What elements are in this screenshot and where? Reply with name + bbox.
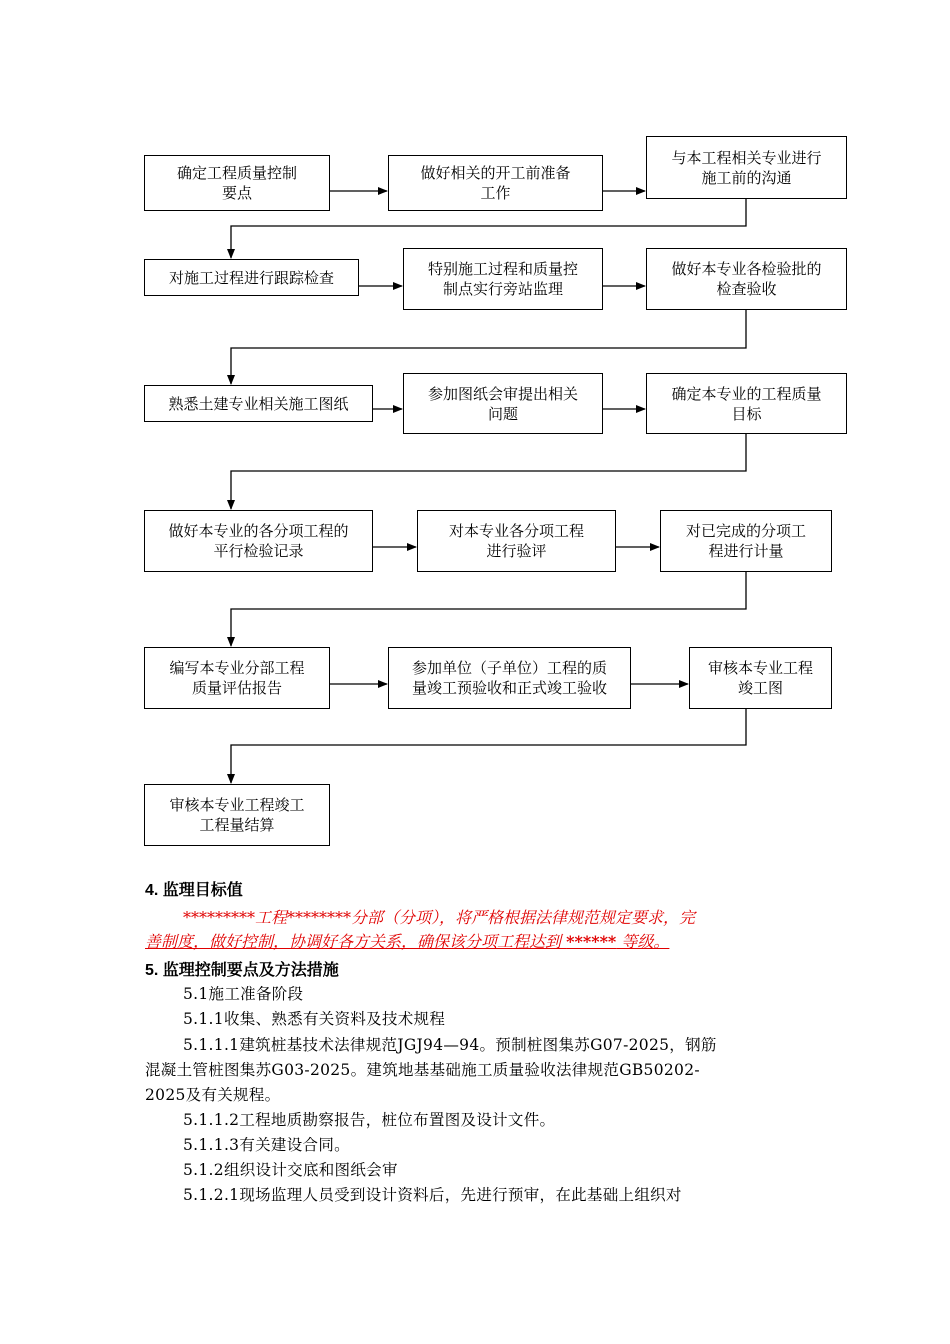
flow-node: 做好本专业各检验批的 检查验收 xyxy=(646,248,847,310)
target-grade-placeholder: ****** xyxy=(566,932,617,951)
flow-node: 确定本专业的工程质量 目标 xyxy=(646,373,847,434)
para-5-1-1-2: 5.1.1.2工程地质勘察报告，桩位布置图及设计文件。 xyxy=(183,1111,556,1129)
flow-node: 与本工程相关专业进行 施工前的沟通 xyxy=(646,136,847,199)
para-5-1-1-1-line2: 混凝土管桩图集苏G03-2025。建筑地基基础施工质量验收法律规范GB50202- xyxy=(145,1061,700,1079)
flow-node: 对本专业各分项工程 进行验评 xyxy=(417,510,616,572)
flow-node: 审核本专业工程 竣工图 xyxy=(689,647,832,709)
flow-node: 参加单位（子单位）工程的质 量竣工预验收和正式竣工验收 xyxy=(388,647,631,709)
target-line-1: *********工程********分部（分项），将严格根据法律规范规定要求，完 xyxy=(183,908,696,927)
flow-node: 对施工过程进行跟踪检查 xyxy=(144,259,359,296)
flow-node: 确定工程质量控制 要点 xyxy=(144,155,330,211)
flow-node: 做好本专业的各分项工程的 平行检验记录 xyxy=(144,510,373,572)
para-5-1-2-1: 5.1.2.1现场监理人员受到设计资料后，先进行预审，在此基础上组织对 xyxy=(183,1186,682,1204)
para-5-1-2: 5.1.2组织设计交底和图纸会审 xyxy=(183,1161,398,1179)
flow-node: 参加图纸会审提出相关 问题 xyxy=(403,373,603,434)
target-line-2 xyxy=(145,930,815,954)
arrow-n9-n10 xyxy=(231,434,746,509)
target-line-2-text: 善制度，做好控制，协调好各方关系，确保该分项工程达到 xyxy=(145,932,567,951)
flow-node: 特别施工过程和质量控 制点实行旁站监理 xyxy=(403,248,603,310)
flow-node: 审核本专业工程竣工 工程量结算 xyxy=(144,784,330,846)
flow-node: 对已完成的分项工 程进行计量 xyxy=(660,510,832,572)
para-5-1: 5.1施工准备阶段 xyxy=(183,985,304,1003)
para-5-1-1-3: 5.1.1.3有关建设合同。 xyxy=(183,1136,350,1154)
arrow-n12-n13 xyxy=(231,572,746,646)
para-5-1-1-1-line3: 2025及有关规程。 xyxy=(145,1086,281,1104)
para-5-1-1: 5.1.1收集、熟悉有关资料及技术规程 xyxy=(183,1010,446,1028)
section-4-heading: 4. 监理目标值 xyxy=(145,882,243,899)
flow-node: 编写本专业分部工程 质量评估报告 xyxy=(144,647,330,709)
para-5-1-1-1-line1: 5.1.1.1建筑桩基技术法律规范JGJ94—94。预制桩图集苏G07-2025，钢筋 xyxy=(183,1036,717,1054)
section-5-heading: 5. 监理控制要点及方法措施 xyxy=(145,962,339,979)
flow-node: 熟悉土建专业相关施工图纸 xyxy=(144,385,373,422)
target-line-2-end: 等级。 xyxy=(616,932,670,951)
flow-node: 做好相关的开工前准备 工作 xyxy=(388,155,603,211)
arrow-n15-n16 xyxy=(231,709,746,783)
target-paragraph xyxy=(145,906,815,954)
